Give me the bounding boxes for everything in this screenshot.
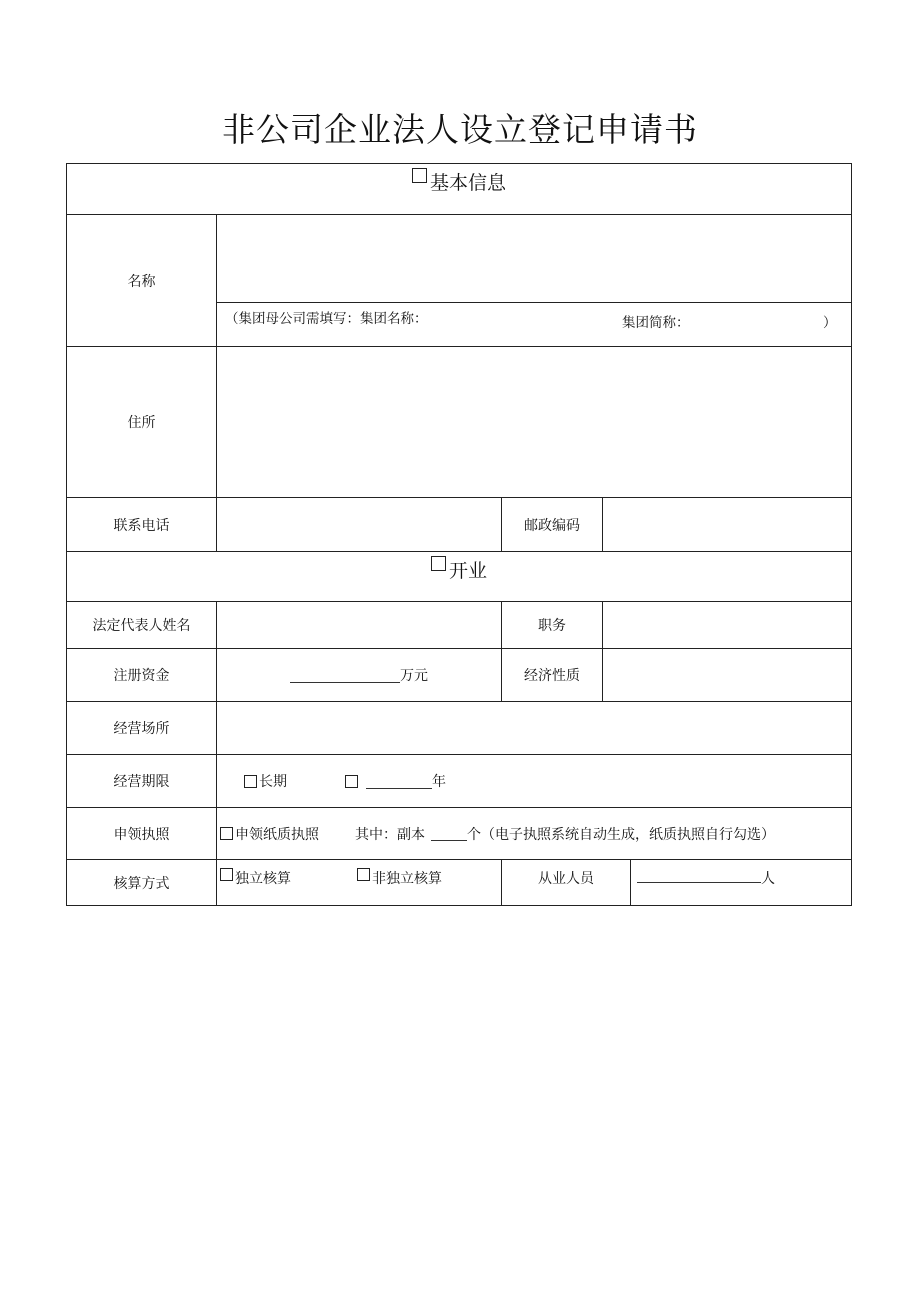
accounting-label: 核算方式 — [113, 875, 170, 892]
economic-nature-input[interactable] — [602, 648, 852, 702]
group-short-name-label: 集团简称： — [622, 315, 690, 331]
employees-unit: 人 — [761, 871, 775, 887]
application-form — [66, 163, 852, 906]
term-year-unit: 年 — [432, 774, 446, 790]
address-label-cell — [66, 346, 217, 498]
group-note-cell[interactable] — [216, 302, 852, 347]
term-years-blank[interactable] — [366, 774, 432, 789]
accounting-non-independent-label: 非独立核算 — [372, 871, 442, 887]
checkbox-term-long[interactable] — [244, 775, 257, 788]
employees-label: 从业人员 — [538, 871, 594, 887]
business-term-options — [216, 754, 852, 808]
legal-rep-label-cell — [66, 601, 217, 649]
license-label: 申领执照 — [113, 826, 170, 843]
economic-nature-label: 经济性质 — [524, 668, 580, 684]
checkbox-opening[interactable] — [431, 556, 446, 571]
postcode-input[interactable] — [602, 497, 852, 552]
business-place-input[interactable] — [216, 701, 852, 755]
license-label-cell — [66, 807, 217, 860]
employees-blank[interactable] — [637, 868, 761, 883]
name-input[interactable] — [216, 214, 852, 303]
capital-input-cell[interactable] — [216, 648, 502, 702]
accounting-label-cell — [66, 859, 217, 906]
business-term-label: 经营期限 — [113, 774, 170, 790]
checkbox-license-paper[interactable] — [220, 827, 233, 840]
section-opening — [66, 551, 852, 602]
business-term-label-cell — [66, 754, 217, 808]
section-opening-label: 开业 — [448, 560, 487, 582]
address-input[interactable] — [216, 346, 852, 498]
legal-rep-input[interactable] — [216, 601, 502, 649]
checkbox-term-years[interactable] — [345, 775, 358, 788]
checkbox-accounting-independent[interactable] — [220, 868, 233, 881]
term-long-label: 长期 — [259, 774, 287, 790]
section-basic-info — [66, 163, 852, 215]
page-title: 非公司企业法人设立登记申请书 — [222, 110, 698, 149]
section-basic-info-label: 基本信息 — [429, 172, 506, 194]
phone-input[interactable] — [216, 497, 502, 552]
capital-blank[interactable] — [290, 668, 400, 683]
position-input[interactable] — [602, 601, 852, 649]
accounting-independent-label: 独立核算 — [235, 871, 291, 887]
capital-unit: 万元 — [400, 668, 428, 684]
capital-label: 注册资金 — [113, 668, 170, 684]
license-options — [216, 807, 852, 860]
license-paper-label: 申领纸质执照 — [235, 826, 319, 843]
economic-nature-label-cell — [501, 648, 603, 702]
group-name-note: （集团母公司需填写：集团名称： — [225, 311, 428, 327]
employees-input-cell[interactable] — [630, 859, 852, 906]
business-place-label-cell — [66, 701, 217, 755]
name-label: 名称 — [127, 273, 156, 290]
address-label: 住所 — [127, 415, 156, 431]
business-place-label: 经营场所 — [113, 721, 170, 737]
checkbox-basic-info[interactable] — [412, 168, 427, 183]
group-note-close: ） — [823, 315, 837, 331]
license-copies-prefix: 其中：副本 — [355, 826, 425, 843]
capital-label-cell — [66, 648, 217, 702]
name-label-cell — [66, 214, 217, 347]
checkbox-accounting-non-independent[interactable] — [357, 868, 370, 881]
license-copies-blank[interactable] — [431, 826, 467, 841]
postcode-label-cell — [501, 497, 603, 552]
accounting-options — [216, 859, 502, 906]
phone-label: 联系电话 — [113, 517, 170, 534]
legal-rep-label: 法定代表人姓名 — [92, 618, 191, 634]
license-copies-suffix: 个（电子执照系统自动生成，纸质执照自行勾选） — [467, 826, 775, 843]
position-label-cell — [501, 601, 603, 649]
postcode-label: 邮政编码 — [524, 517, 580, 534]
employees-label-cell — [501, 859, 631, 906]
position-label: 职务 — [538, 618, 566, 634]
phone-label-cell — [66, 497, 217, 552]
